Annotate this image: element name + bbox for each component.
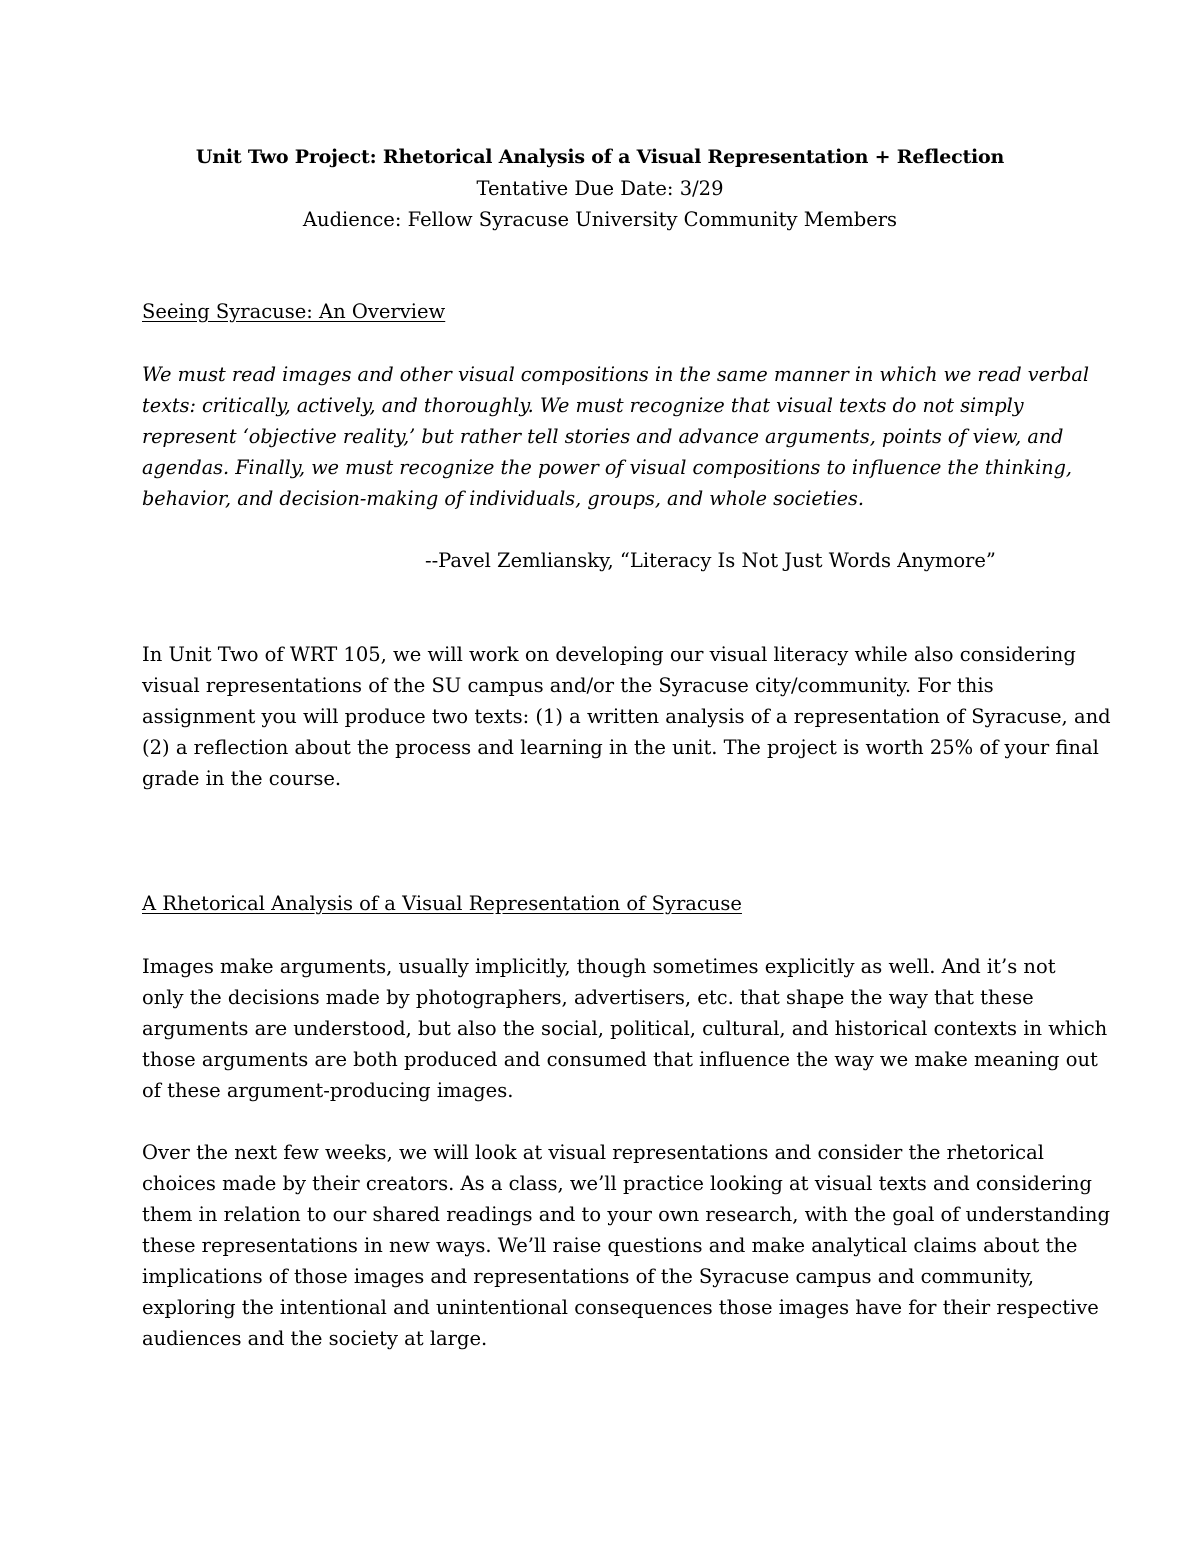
quote-line: behavior, and decision-making of individuals, groups, and whole societies. [142, 487, 864, 510]
paragraph-line: visual representations of the SU campus and/or the Syracuse city/community. For this [142, 674, 994, 697]
paragraph-line: Over the next few weeks, we will look at visual representations and consider the rhetorical [142, 1141, 1044, 1164]
paragraph-line: them in relation to our shared readings and to your own research, with the goal of understanding [142, 1203, 1110, 1226]
paragraph-line: In Unit Two of WRT 105, we will work on developing our visual literacy while also considering [142, 643, 1076, 666]
quote-line: texts: critically, actively, and thoroughly. We must recognize that visual texts do not simply [142, 394, 1024, 417]
paragraph-line: grade in the course. [142, 767, 342, 790]
paragraph-line: of these argument-producing images. [142, 1079, 514, 1102]
paragraph-line: arguments are understood, but also the social, political, cultural, and historical contexts in which [142, 1017, 1108, 1040]
quote-attribution: --Pavel Zemliansky, “Literacy Is Not Just Words Anymore” [425, 549, 996, 572]
paragraph-line: only the decisions made by photographers, advertisers, etc. that shape the way that these [142, 986, 1034, 1009]
document-title: Unit Two Project: Rhetorical Analysis of a Visual Representation + Reflection [195, 146, 1005, 168]
analysis-heading: A Rhetorical Analysis of a Visual Representation of Syracuse [142, 892, 742, 915]
paragraph-line: choices made by their creators. As a class, we’ll practice looking at visual texts and considering [142, 1172, 1092, 1195]
analysis-paragraph-2 [142, 1137, 1110, 1354]
due-date: Tentative Due Date: 3/29 [476, 177, 724, 200]
analysis-paragraph-1 [142, 951, 1108, 1106]
paragraph-line: those arguments are both produced and consumed that influence the way we make meaning out [142, 1048, 1098, 1071]
paragraph-line: exploring the intentional and unintentional consequences those images have for their respective [142, 1296, 1099, 1319]
quote-line: agendas. Finally, we must recognize the power of visual compositions to influence the thinking, [142, 456, 1073, 479]
epigraph-quote [142, 359, 1090, 514]
paragraph-line: audiences and the society at large. [142, 1327, 488, 1350]
paragraph-line: (2) a reflection about the process and learning in the unit. The project is worth 25% of your final [142, 736, 1099, 759]
paragraph-line: these representations in new ways. We’ll raise questions and make analytical claims about the [142, 1234, 1078, 1257]
audience-line: Audience: Fellow Syracuse University Community Members [302, 208, 898, 231]
intro-paragraph [142, 639, 1111, 794]
quote-line: represent ‘objective reality,’ but rather tell stories and advance arguments, points of view, and [142, 425, 1064, 448]
document-header [0, 142, 1200, 235]
paragraph-line: implications of those images and representations of the Syracuse campus and community, [142, 1265, 1035, 1288]
quote-line: We must read images and other visual compositions in the same manner in which we read verbal [142, 363, 1090, 386]
paragraph-line: assignment you will produce two texts: (1) a written analysis of a representation of Syracuse, and [142, 705, 1111, 728]
overview-heading: Seeing Syracuse: An Overview [142, 300, 446, 323]
paragraph-line: Images make arguments, usually implicitly, though sometimes explicitly as well. And it’s not [142, 955, 1056, 978]
